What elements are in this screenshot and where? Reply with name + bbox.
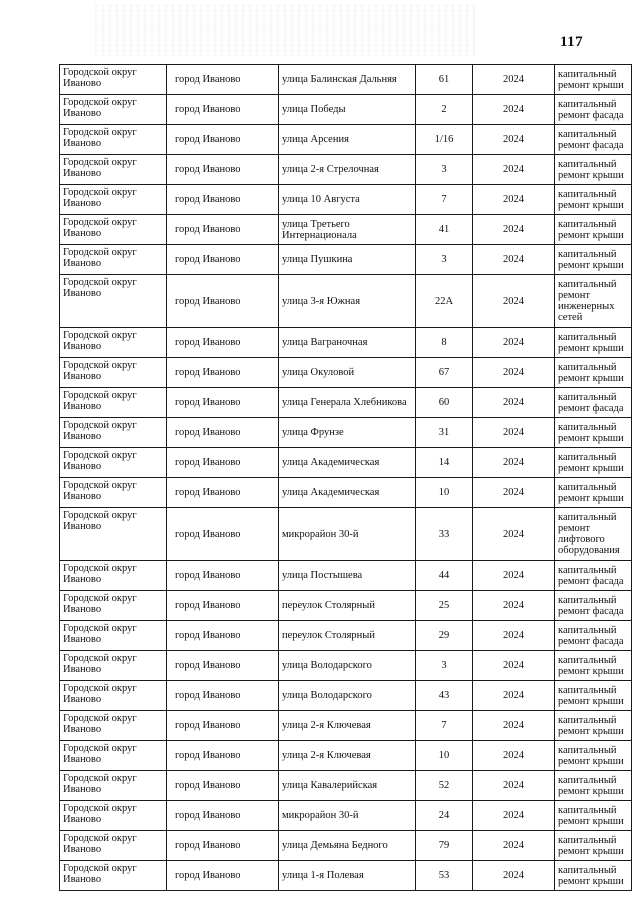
work-type-cell: капитальный ремонт крыши xyxy=(555,801,632,831)
table-row xyxy=(60,771,632,801)
year-cell: 2024 xyxy=(473,621,555,651)
table-row xyxy=(60,95,632,125)
work-type-cell: капитальный ремонт крыши xyxy=(555,358,632,388)
district-cell: Городской округ Иваново xyxy=(60,861,167,891)
district-cell: Городской округ Иваново xyxy=(60,831,167,861)
city-cell: город Иваново xyxy=(167,185,279,215)
street-cell: улица Кавалерийская xyxy=(279,771,416,801)
work-type-cell: капитальный ремонт инженерных сетей xyxy=(555,275,632,328)
table-row xyxy=(60,478,632,508)
city-cell: город Иваново xyxy=(167,245,279,275)
year-cell: 2024 xyxy=(473,185,555,215)
street-cell: улица Академическая xyxy=(279,478,416,508)
street-cell: улица Окуловой xyxy=(279,358,416,388)
table-row xyxy=(60,358,632,388)
city-cell: город Иваново xyxy=(167,155,279,185)
year-cell: 2024 xyxy=(473,358,555,388)
district-cell: Городской округ Иваново xyxy=(60,275,167,328)
district-cell: Городской округ Иваново xyxy=(60,215,167,245)
city-cell: город Иваново xyxy=(167,831,279,861)
work-type-cell: капитальный ремонт крыши xyxy=(555,185,632,215)
house-number-cell: 3 xyxy=(416,651,473,681)
street-cell: улица 2-я Ключевая xyxy=(279,741,416,771)
house-number-cell: 8 xyxy=(416,328,473,358)
work-type-cell: капитальный ремонт фасада xyxy=(555,388,632,418)
work-type-cell: капитальный ремонт лифтового оборудования xyxy=(555,508,632,561)
district-cell: Городской округ Иваново xyxy=(60,478,167,508)
year-cell: 2024 xyxy=(473,831,555,861)
house-number-cell: 24 xyxy=(416,801,473,831)
table-row xyxy=(60,328,632,358)
street-cell: улица Фрунзе xyxy=(279,418,416,448)
street-cell: улица Ваграночная xyxy=(279,328,416,358)
house-number-cell: 60 xyxy=(416,388,473,418)
district-cell: Городской округ Иваново xyxy=(60,801,167,831)
house-number-cell: 29 xyxy=(416,621,473,651)
house-number-cell: 10 xyxy=(416,741,473,771)
city-cell: город Иваново xyxy=(167,65,279,95)
district-cell: Городской округ Иваново xyxy=(60,681,167,711)
year-cell: 2024 xyxy=(473,478,555,508)
city-cell: город Иваново xyxy=(167,711,279,741)
work-type-cell: капитальный ремонт крыши xyxy=(555,861,632,891)
city-cell: город Иваново xyxy=(167,508,279,561)
table-row xyxy=(60,711,632,741)
table-row xyxy=(60,831,632,861)
year-cell: 2024 xyxy=(473,508,555,561)
district-cell: Городской округ Иваново xyxy=(60,245,167,275)
city-cell: город Иваново xyxy=(167,771,279,801)
repair-table xyxy=(59,64,632,891)
year-cell: 2024 xyxy=(473,125,555,155)
table-row xyxy=(60,561,632,591)
work-type-cell: капитальный ремонт крыши xyxy=(555,418,632,448)
street-cell: улица Генерала Хлебникова xyxy=(279,388,416,418)
work-type-cell: капитальный ремонт фасада xyxy=(555,561,632,591)
scan-header-noise xyxy=(95,4,475,56)
district-cell: Городской округ Иваново xyxy=(60,388,167,418)
year-cell: 2024 xyxy=(473,65,555,95)
street-cell: улица 2-я Стрелочная xyxy=(279,155,416,185)
work-type-cell: капитальный ремонт крыши xyxy=(555,651,632,681)
house-number-cell: 33 xyxy=(416,508,473,561)
house-number-cell: 31 xyxy=(416,418,473,448)
house-number-cell: 7 xyxy=(416,185,473,215)
repair-table-body xyxy=(60,65,632,891)
city-cell: город Иваново xyxy=(167,591,279,621)
table-row xyxy=(60,741,632,771)
street-cell: переулок Столярный xyxy=(279,621,416,651)
street-cell: улица Постышева xyxy=(279,561,416,591)
district-cell: Городской округ Иваново xyxy=(60,125,167,155)
house-number-cell: 2 xyxy=(416,95,473,125)
table-row xyxy=(60,185,632,215)
table-row xyxy=(60,275,632,328)
street-cell: улица Володарского xyxy=(279,651,416,681)
house-number-cell: 3 xyxy=(416,155,473,185)
table-row xyxy=(60,65,632,95)
table-row xyxy=(60,388,632,418)
district-cell: Городской округ Иваново xyxy=(60,621,167,651)
year-cell: 2024 xyxy=(473,651,555,681)
table-row xyxy=(60,155,632,185)
work-type-cell: капитальный ремонт крыши xyxy=(555,771,632,801)
district-cell: Городской округ Иваново xyxy=(60,95,167,125)
city-cell: город Иваново xyxy=(167,125,279,155)
city-cell: город Иваново xyxy=(167,448,279,478)
street-cell: улица Третьего Интернационала xyxy=(279,215,416,245)
table-row xyxy=(60,651,632,681)
house-number-cell: 67 xyxy=(416,358,473,388)
work-type-cell: капитальный ремонт крыши xyxy=(555,831,632,861)
street-cell: улица Демьяна Бедного xyxy=(279,831,416,861)
street-cell: улица Академическая xyxy=(279,448,416,478)
year-cell: 2024 xyxy=(473,448,555,478)
house-number-cell: 14 xyxy=(416,448,473,478)
district-cell: Городской округ Иваново xyxy=(60,185,167,215)
year-cell: 2024 xyxy=(473,418,555,448)
city-cell: город Иваново xyxy=(167,681,279,711)
year-cell: 2024 xyxy=(473,215,555,245)
work-type-cell: капитальный ремонт крыши xyxy=(555,328,632,358)
street-cell: микрорайон 30-й xyxy=(279,508,416,561)
table-row xyxy=(60,681,632,711)
house-number-cell: 79 xyxy=(416,831,473,861)
city-cell: город Иваново xyxy=(167,388,279,418)
work-type-cell: капитальный ремонт фасада xyxy=(555,621,632,651)
year-cell: 2024 xyxy=(473,155,555,185)
house-number-cell: 7 xyxy=(416,711,473,741)
house-number-cell: 44 xyxy=(416,561,473,591)
district-cell: Городской округ Иваново xyxy=(60,358,167,388)
table-row xyxy=(60,418,632,448)
table-row xyxy=(60,245,632,275)
year-cell: 2024 xyxy=(473,711,555,741)
city-cell: город Иваново xyxy=(167,561,279,591)
district-cell: Городской округ Иваново xyxy=(60,328,167,358)
district-cell: Городской округ Иваново xyxy=(60,155,167,185)
house-number-cell: 53 xyxy=(416,861,473,891)
work-type-cell: капитальный ремонт крыши xyxy=(555,741,632,771)
district-cell: Городской округ Иваново xyxy=(60,651,167,681)
year-cell: 2024 xyxy=(473,591,555,621)
district-cell: Городской округ Иваново xyxy=(60,418,167,448)
house-number-cell: 52 xyxy=(416,771,473,801)
house-number-cell: 25 xyxy=(416,591,473,621)
district-cell: Городской округ Иваново xyxy=(60,448,167,478)
house-number-cell: 22А xyxy=(416,275,473,328)
year-cell: 2024 xyxy=(473,741,555,771)
district-cell: Городской округ Иваново xyxy=(60,591,167,621)
table-row xyxy=(60,591,632,621)
district-cell: Городской округ Иваново xyxy=(60,561,167,591)
house-number-cell: 61 xyxy=(416,65,473,95)
work-type-cell: капитальный ремонт крыши xyxy=(555,65,632,95)
district-cell: Городской округ Иваново xyxy=(60,711,167,741)
house-number-cell: 1/16 xyxy=(416,125,473,155)
city-cell: город Иваново xyxy=(167,95,279,125)
work-type-cell: капитальный ремонт фасада xyxy=(555,95,632,125)
year-cell: 2024 xyxy=(473,561,555,591)
table-row xyxy=(60,125,632,155)
street-cell: улица 2-я Ключевая xyxy=(279,711,416,741)
house-number-cell: 41 xyxy=(416,215,473,245)
city-cell: город Иваново xyxy=(167,275,279,328)
street-cell: микрорайон 30-й xyxy=(279,801,416,831)
city-cell: город Иваново xyxy=(167,651,279,681)
street-cell: улица Арсения xyxy=(279,125,416,155)
street-cell: улица Пушкина xyxy=(279,245,416,275)
table-row xyxy=(60,801,632,831)
work-type-cell: капитальный ремонт крыши xyxy=(555,155,632,185)
city-cell: город Иваново xyxy=(167,741,279,771)
city-cell: город Иваново xyxy=(167,418,279,448)
table-row xyxy=(60,861,632,891)
year-cell: 2024 xyxy=(473,801,555,831)
table-row xyxy=(60,508,632,561)
city-cell: город Иваново xyxy=(167,478,279,508)
year-cell: 2024 xyxy=(473,245,555,275)
work-type-cell: капитальный ремонт крыши xyxy=(555,245,632,275)
year-cell: 2024 xyxy=(473,861,555,891)
street-cell: улица 3-я Южная xyxy=(279,275,416,328)
house-number-cell: 3 xyxy=(416,245,473,275)
table-row xyxy=(60,215,632,245)
work-type-cell: капитальный ремонт фасада xyxy=(555,591,632,621)
street-cell: улица Балинская Дальняя xyxy=(279,65,416,95)
street-cell: улица Володарского xyxy=(279,681,416,711)
district-cell: Городской округ Иваново xyxy=(60,65,167,95)
city-cell: город Иваново xyxy=(167,861,279,891)
city-cell: город Иваново xyxy=(167,328,279,358)
street-cell: улица 10 Августа xyxy=(279,185,416,215)
city-cell: город Иваново xyxy=(167,215,279,245)
district-cell: Городской округ Иваново xyxy=(60,508,167,561)
table-row xyxy=(60,621,632,651)
work-type-cell: капитальный ремонт крыши xyxy=(555,681,632,711)
year-cell: 2024 xyxy=(473,328,555,358)
year-cell: 2024 xyxy=(473,95,555,125)
work-type-cell: капитальный ремонт фасада xyxy=(555,125,632,155)
page-number: 117 xyxy=(560,34,584,50)
year-cell: 2024 xyxy=(473,771,555,801)
year-cell: 2024 xyxy=(473,681,555,711)
city-cell: город Иваново xyxy=(167,621,279,651)
street-cell: улица 1-я Полевая xyxy=(279,861,416,891)
district-cell: Городской округ Иваново xyxy=(60,771,167,801)
work-type-cell: капитальный ремонт крыши xyxy=(555,478,632,508)
work-type-cell: капитальный ремонт крыши xyxy=(555,711,632,741)
city-cell: город Иваново xyxy=(167,358,279,388)
district-cell: Городской округ Иваново xyxy=(60,741,167,771)
house-number-cell: 10 xyxy=(416,478,473,508)
year-cell: 2024 xyxy=(473,388,555,418)
work-type-cell: капитальный ремонт крыши xyxy=(555,448,632,478)
city-cell: город Иваново xyxy=(167,801,279,831)
house-number-cell: 43 xyxy=(416,681,473,711)
work-type-cell: капитальный ремонт крыши xyxy=(555,215,632,245)
street-cell: улица Победы xyxy=(279,95,416,125)
street-cell: переулок Столярный xyxy=(279,591,416,621)
year-cell: 2024 xyxy=(473,275,555,328)
table-row xyxy=(60,448,632,478)
